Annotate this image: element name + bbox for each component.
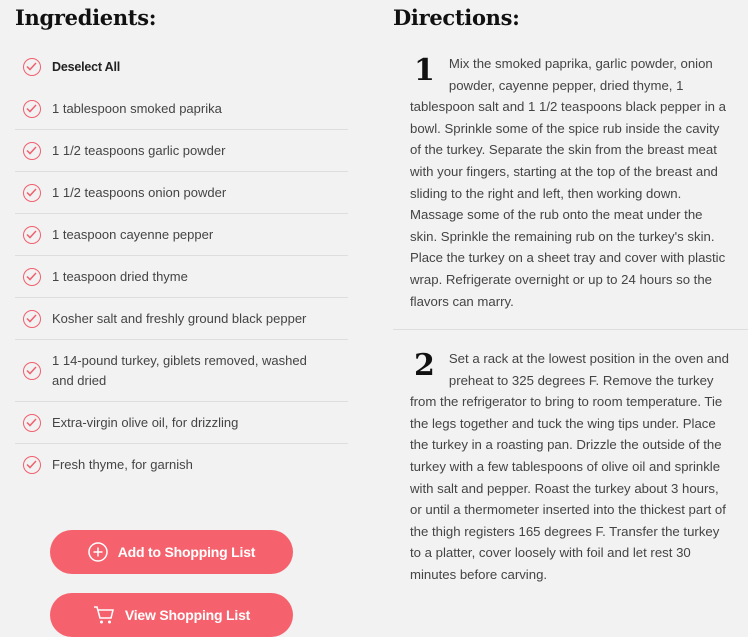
ingredient-label: 1 teaspoon dried thyme: [52, 268, 188, 284]
check-circle-icon: [23, 268, 41, 286]
step-text: Set a rack at the lowest position in the oven and preheat to 325 degrees F. Remove the turkey from the refrigerator to bring to room temperature. Tie the legs together and tuck the wing tips under. Place the turkey in a roasting pan. Drizzle the outside of the turkey with a few tablespoons of olive oil and sprinkle with salt and pepper. Roast the turkey about 3 hours, or until a thermometer inserted into the thickest part of the thigh registers 165 degrees F. Transfer the turkey to a platter, cover loosely with foil and let rest 30 minutes before carving.: [410, 351, 729, 582]
add-to-shopping-list-label: Add to Shopping List: [117, 544, 256, 560]
view-shopping-list-button[interactable]: [50, 593, 293, 637]
ingredient-label: Fresh thyme, for garnish: [52, 457, 193, 472]
ingredient-item[interactable]: [15, 130, 348, 172]
step-divider: [393, 329, 748, 330]
step-text: Mix the smoked paprika, garlic powder, onion powder, cayenne pepper, dried thyme, 1 tablespoon salt and 1 1/2 teaspoons black pepper in a bowl. Sprinkle some of the spice rub inside the cavity of the turkey. Separate the skin from the breast meat with your fingers, starting at the top of the breast and sliding to the right and left, then working down. Massage some of the rub onto the meat under the skin. Sprinkle the remaining rub on the turkey's skin. Place the turkey on a sheet tray and cover with plastic wrap. Refrigerate overnight or up to 24 hours so the flavors can marry.: [410, 56, 726, 309]
cart-icon: [93, 605, 115, 625]
ingredient-label: Kosher salt and freshly ground black pepper: [52, 310, 307, 326]
ingredient-item[interactable]: [15, 340, 348, 402]
check-circle-icon: [23, 58, 41, 76]
check-circle-icon: [23, 456, 41, 474]
add-to-shopping-list-button[interactable]: [50, 530, 293, 574]
ingredients-panel: [0, 0, 350, 623]
ingredient-label: 1 14-pound turkey, giblets removed, washed and dried: [52, 352, 307, 388]
check-circle-icon: [23, 100, 41, 118]
ingredient-label: Extra-virgin olive oil, for drizzling: [52, 414, 239, 430]
deselect-all-toggle[interactable]: [15, 46, 348, 88]
ingredients-list: [15, 46, 348, 486]
check-circle-icon: [23, 414, 41, 432]
step-number: 2: [414, 348, 435, 383]
plus-circle-icon: [88, 542, 108, 562]
ingredient-item[interactable]: [15, 444, 348, 486]
ingredient-item[interactable]: [15, 88, 348, 130]
check-circle-icon: [23, 226, 41, 244]
ingredient-label: 1 tablespoon smoked paprika: [52, 100, 222, 116]
deselect-all-label: Deselect All: [52, 60, 121, 74]
step-number: 1: [414, 53, 435, 88]
ingredient-label: 1 teaspoon cayenne pepper: [52, 226, 214, 242]
view-shopping-list-label: View Shopping List: [124, 607, 251, 623]
ingredient-item[interactable]: [15, 402, 348, 444]
check-circle-icon: [23, 184, 41, 202]
directions-panel: [393, 0, 748, 613]
check-circle-icon: [23, 310, 41, 328]
directions-heading: Directions:: [393, 5, 520, 30]
ingredient-item[interactable]: [15, 214, 348, 256]
ingredient-label: 1 1/2 teaspoons garlic powder: [52, 142, 226, 158]
ingredient-label: 1 1/2 teaspoons onion powder: [52, 184, 227, 200]
direction-step: [410, 348, 732, 586]
ingredient-item[interactable]: [15, 256, 348, 298]
check-circle-icon: [23, 362, 41, 380]
direction-step: [410, 53, 732, 312]
ingredient-item[interactable]: [15, 298, 348, 340]
ingredient-item[interactable]: [15, 172, 348, 214]
check-circle-icon: [23, 142, 41, 160]
ingredients-heading: Ingredients:: [15, 5, 157, 30]
